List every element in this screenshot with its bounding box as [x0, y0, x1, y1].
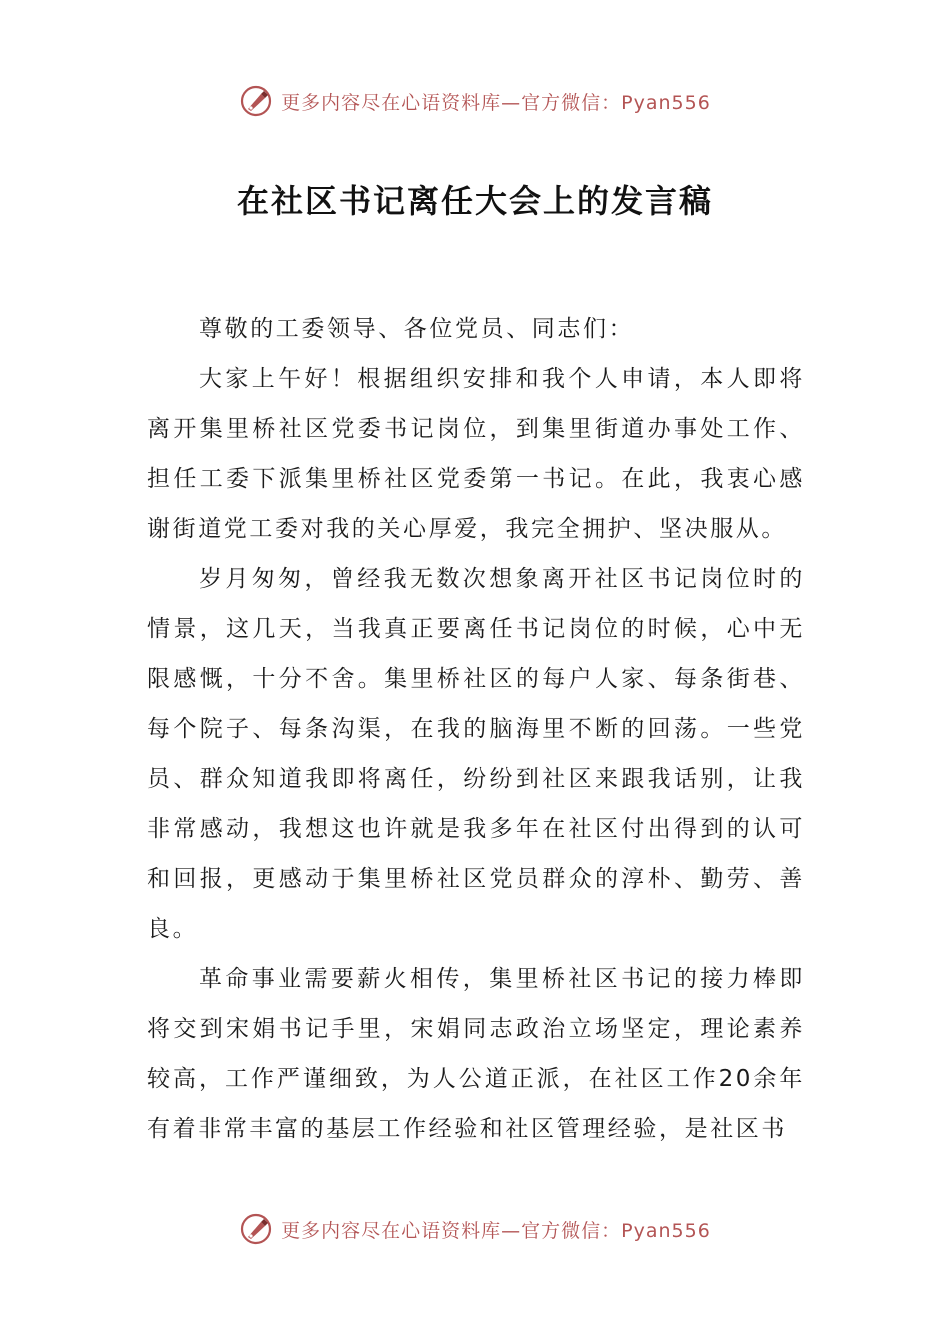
body-paragraph-1: 大家上午好！根据组织安排和我个人申请，本人即将离开集里桥社区党委书记岗位，到集里街道办事处工作、担任工委下派集里桥社区党委第一书记。在此，我衷心感谢街道党工委对我的关心厚爱，我完全拥护、坚决服从。 — [147, 366, 805, 542]
header-banner — [0, 84, 950, 118]
document-body — [147, 304, 805, 1154]
pen-nib-logo-icon — [239, 1212, 273, 1246]
body-paragraph-3: 革命事业需要薪火相传，集里桥社区书记的接力棒即将交到宋娟书记手里，宋娟同志政治立场坚定，理论素养较高，工作严谨细致，为人公道正派，在社区工作20余年有着非常丰富的基层工作经验和社区管理经验，是社区书 — [147, 966, 805, 1142]
body-paragraph-2: 岁月匆匆，曾经我无数次想象离开社区书记岗位时的情景，这几天，当我真正要离任书记岗位的时候，心中无限感慨，十分不舍。集里桥社区的每户人家、每条街巷、每个院子、每条沟渠，在我的脑海里不断的回荡。一些党员、群众知道我即将离任，纷纷到社区来跟我话别，让我非常感动，我想这也许就是我多年在社区付出得到的认可和回报，更感动于集里桥社区党员群众的淳朴、勤劳、善良。 — [147, 566, 805, 942]
footer-banner-text: 更多内容尽在心语资料库—官方微信：Pyan556 — [281, 1219, 711, 1242]
document-title: 在社区书记离任大会上的发言稿 — [236, 182, 713, 220]
salutation-paragraph: 尊敬的工委领导、各位党员、同志们： — [199, 316, 635, 342]
header-banner-text: 更多内容尽在心语资料库—官方微信：Pyan556 — [281, 91, 711, 114]
pen-nib-logo-icon — [239, 84, 273, 118]
footer-banner — [0, 1212, 950, 1246]
